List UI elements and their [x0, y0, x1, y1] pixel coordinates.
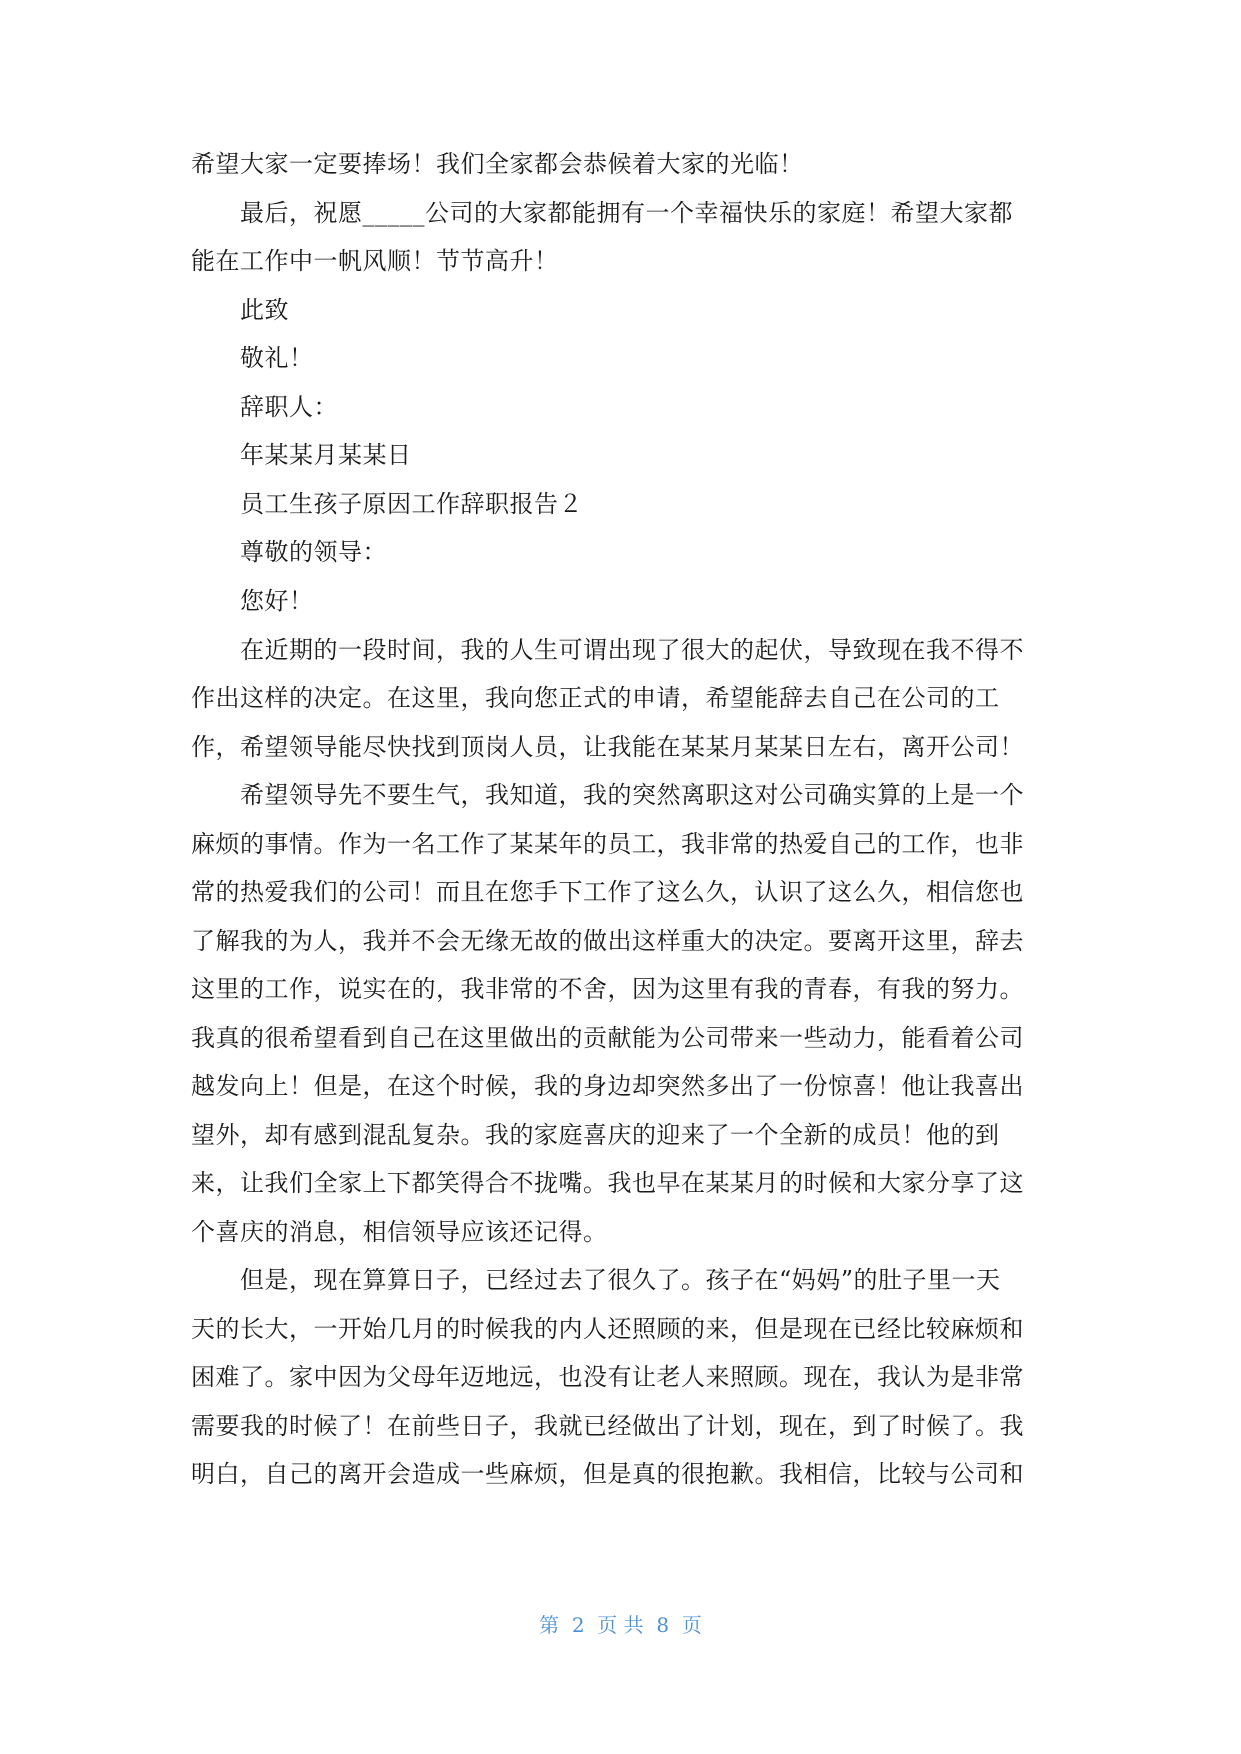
- body-text-line: 了解我的为人，我并不会无缘无故的做出这样重大的决定。要离开这里，辞去: [191, 927, 1024, 955]
- body-text-line: 需要我的时候了！在前些日子，我就已经做出了计划，现在，到了时候了。我: [191, 1412, 1024, 1440]
- body-text-line: 麻烦的事情。作为一名工作了某某年的员工，我非常的热爱自己的工作，也非: [191, 830, 1024, 858]
- body-text-line: 困难了。家中因为父母年迈地远，也没有让老人来照顾。现在，我认为是非常: [191, 1363, 1024, 1391]
- body-text-line: 但是，现在算算日子，已经过去了很久了。孩子在“妈妈”的肚子里一天: [240, 1266, 1001, 1294]
- body-text-line: 望外，却有感到混乱复杂。我的家庭喜庆的迎来了一个全新的成员！他的到: [191, 1121, 1000, 1149]
- page-number-footer: 第 2 页 共 8 页: [539, 1613, 702, 1637]
- body-text-line: 作，希望领导能尽快找到顶岗人员，让我能在某某月某某日左右，离开公司！: [191, 733, 1024, 761]
- body-text-line: 作出这样的决定。在这里，我向您正式的申请，希望能辞去自己在公司的工: [191, 684, 1000, 712]
- body-text-line: 我真的很希望看到自己在这里做出的贡献能为公司带来一些动力，能看着公司: [191, 1024, 1024, 1052]
- section-title: 员工生孩子原因工作辞职报告２: [240, 490, 583, 518]
- body-text-line: 来，让我们全家上下都笑得合不拢嘴。我也早在某某月的时候和大家分享了这: [191, 1169, 1024, 1197]
- body-text-line: 希望大家一定要捧场！我们全家都会恭候着大家的光临！: [191, 150, 804, 178]
- body-text-line: 在近期的一段时间，我的人生可谓出现了很大的起伏，导致现在我不得不: [240, 636, 1024, 664]
- body-text-line: 这里的工作，说实在的，我非常的不舍，因为这里有我的青春，有我的努力。: [191, 975, 1024, 1003]
- body-text-line: 天的长大，一开始几月的时候我的内人还照顾的来，但是现在已经比较麻烦和: [191, 1315, 1024, 1343]
- closing-salutation: 敬礼！: [240, 344, 314, 372]
- greeting: 您好！: [240, 587, 314, 615]
- body-text-line: 越发向上！但是，在这个时候，我的身边却突然多出了一份惊喜！他让我喜出: [191, 1072, 1024, 1100]
- signature-line: 辞职人：: [240, 393, 338, 421]
- greeting: 尊敬的领导：: [240, 538, 387, 566]
- closing-salutation: 此致: [240, 296, 289, 324]
- body-text-line: 最后，祝愿_____公司的大家都能拥有一个幸福快乐的家庭！希望大家都: [240, 199, 1013, 227]
- body-text-line: 个喜庆的消息，相信领导应该还记得。: [191, 1218, 608, 1246]
- body-text-line: 希望领导先不要生气，我知道，我的突然离职这对公司确实算的上是一个: [240, 781, 1024, 809]
- date-line: 年某某月某某日: [240, 441, 412, 469]
- body-text-line: 常的热爱我们的公司！而且在您手下工作了这么久，认识了这么久，相信您也: [191, 878, 1024, 906]
- body-text-line: 能在工作中一帆风顺！节节高升！: [191, 247, 559, 275]
- body-text-line: 明白，自己的离开会造成一些麻烦，但是真的很抱歉。我相信，比较与公司和: [191, 1460, 1024, 1488]
